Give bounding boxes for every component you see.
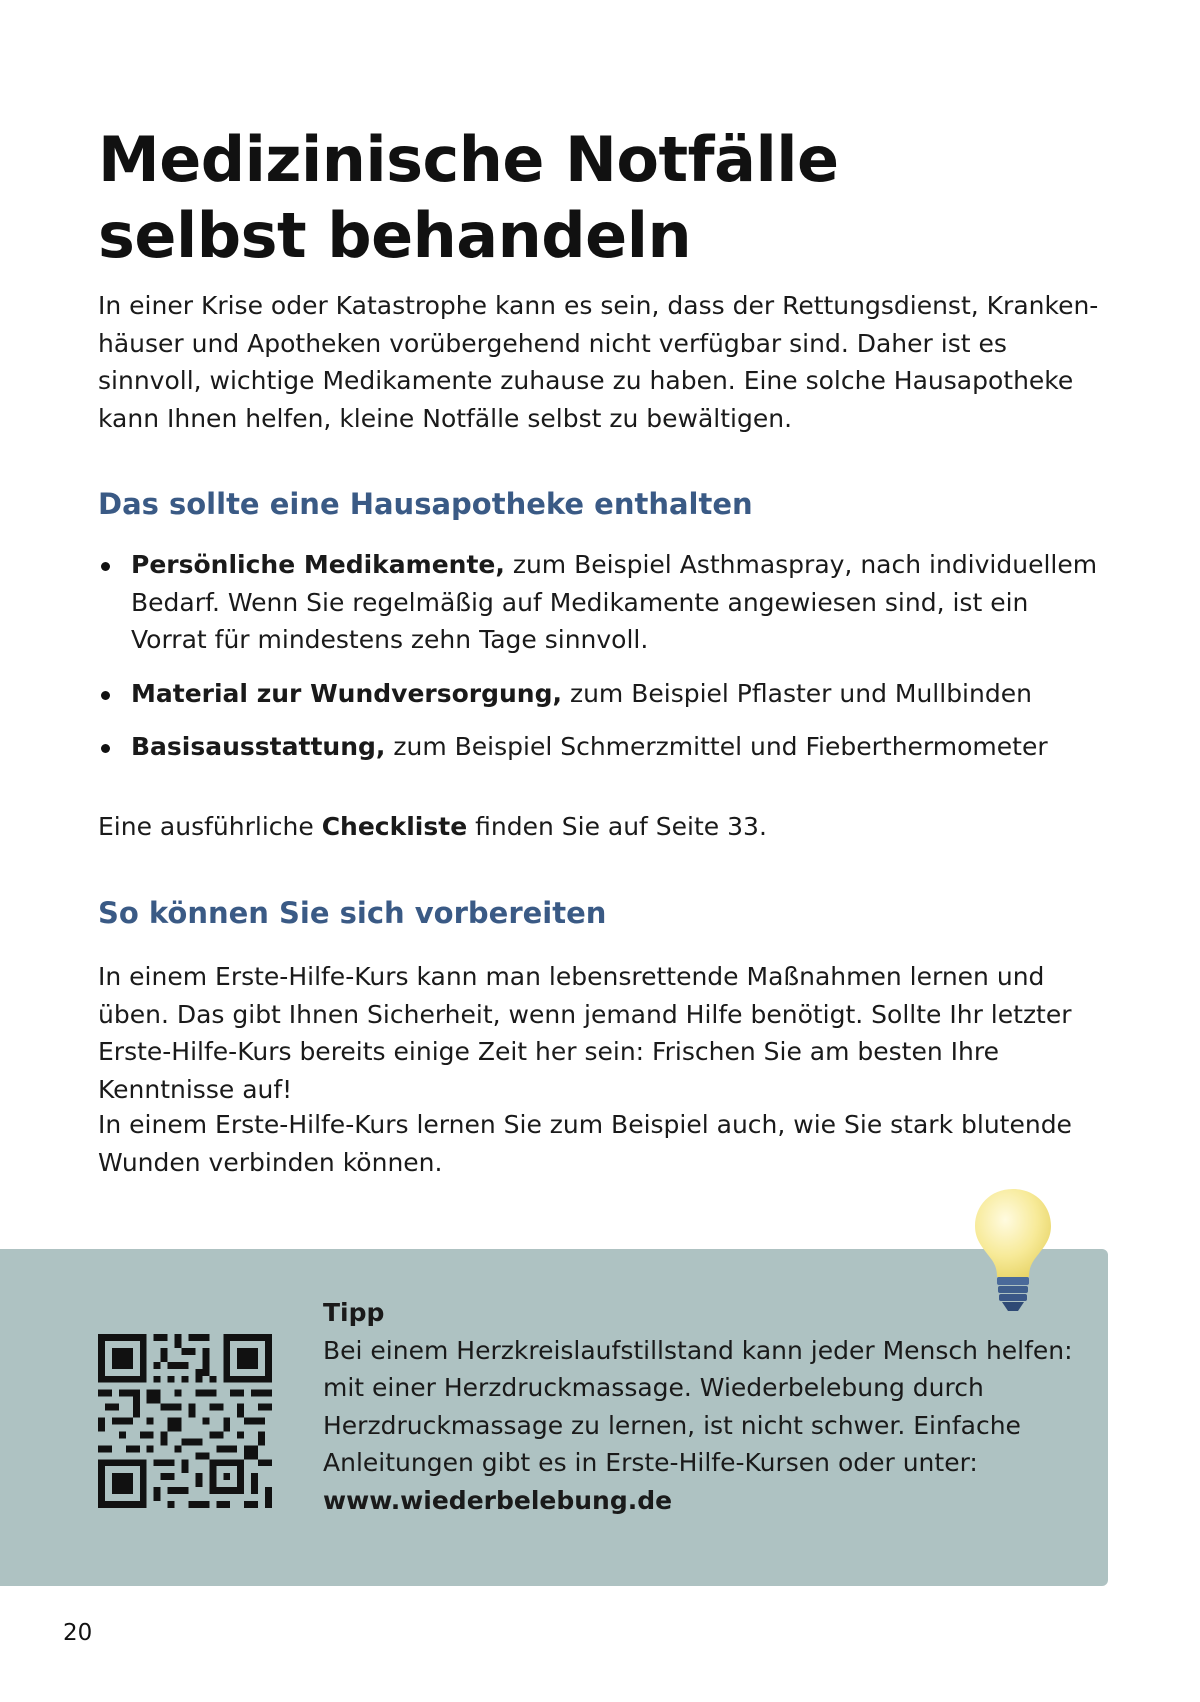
checklist-bold: Checkliste [321,812,468,841]
section-heading-vorbereiten: So können Sie sich vorbereiten [98,896,607,930]
list-item-bold: Basisausstattung, [131,732,386,761]
list-item [98,675,1108,713]
checklist-reference [98,808,767,846]
tip-text: Bei einem Herzkreislaufstillstand kann jeder Mensch helfen: mit einer Herzdruckmassage. Wiederbelebung durch Herzdruckmassage zu lernen, ist nicht schwer. Einfache Anleitungen gibt es in Erste-Hilfe-Kursen oder unter: [323,1335,1073,1477]
page-title [98,122,839,274]
prep-paragraph-1: In einem Erste-Hilfe-Kurs kann man lebensrettende Maßnahmen lernen und üben. Das gibt Ihnen Sicherheit, wenn jemand Hilfe benötigt. Sollte Ihr letzter Erste-Hilfe-Kurs bereits einige Zeit her sein: Frischen Sie am besten Ihre Kenntnisse auf! [98,962,1072,1104]
intro-paragraph: In einer Krise oder Katastrophe kann es sein, dass der Rettungsdienst, Krankenhäuser und Apotheken vorübergehend nicht verfügbar sind. Daher ist es sinnvoll, wichtige Medikamente zuhause zu haben. Eine solche Hausapotheke kann Ihnen helfen, kleine Notfälle selbst zu bewältigen. [98,291,1099,433]
page-number: 20 [63,1620,93,1646]
section-heading-hausapotheke: Das sollte eine Hausapotheke enthalten [98,487,753,521]
lightbulb-icon [970,1185,1056,1317]
hausapotheke-list [98,546,1108,782]
tip-url-link[interactable]: www.wiederbelebung.de [323,1485,673,1515]
list-item-bold: Material zur Wundversorgung, [131,678,562,708]
list-item [98,728,1108,766]
qr-code-icon [98,1334,272,1508]
page-title-line-2: selbst behandeln [98,199,692,272]
list-item-bold: Persönliche Medikamente, [131,550,505,579]
list-item-text: zum Beispiel Schmerzmittel und Fieberthermometer [385,732,1048,761]
tip-content [323,1294,1083,1519]
tip-title: Tipp [323,1298,385,1327]
prep-paragraph-2: In einem Erste-Hilfe-Kurs lernen Sie zum Beispiel auch, wie Sie stark blutende Wunden verbinden können. [98,1110,1072,1177]
page-title-line-1: Medizinische Notfälle [98,123,839,196]
list-item-text: zum Beispiel Pflaster und Mullbinden [562,678,1032,708]
checklist-pre: Eine ausführliche [98,812,322,841]
checklist-post: finden Sie auf Seite 33. [467,812,767,841]
list-item [98,546,1108,659]
list-item-text: zum Beispiel Asthmaspray, nach individuellem Bedarf. Wenn Sie regelmäßig auf Medikamente angewiesen sind, ist ein Vorrat für mindestens zehn Tage sinnvoll. [131,550,1098,654]
